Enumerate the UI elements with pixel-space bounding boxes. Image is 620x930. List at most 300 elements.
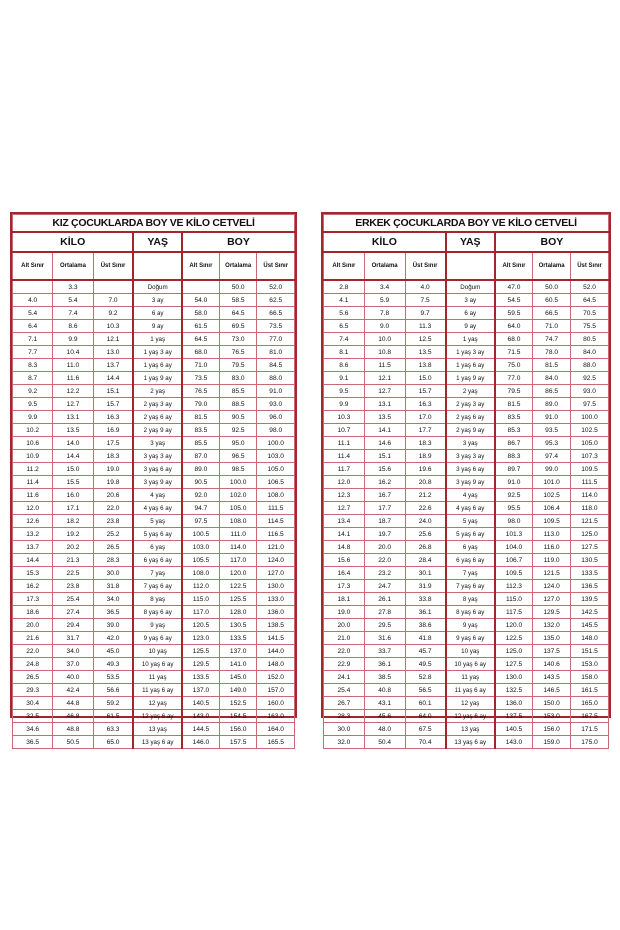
kilo-ortalama-cell: 37.0 bbox=[53, 658, 93, 671]
kilo-alt-cell: 18.6 bbox=[13, 606, 53, 619]
kilo-alt-cell: 32.0 bbox=[324, 736, 365, 749]
boy-alt-cell: 94.7 bbox=[182, 502, 220, 515]
age-cell: 10 yaş 6 ay bbox=[446, 658, 495, 671]
boy-ortalama-cell: 102.5 bbox=[533, 489, 571, 502]
kilo-ust-cell: 15.7 bbox=[405, 385, 446, 398]
boy-ortalama-cell: 130.5 bbox=[219, 619, 257, 632]
boy-alt-cell: 81.5 bbox=[182, 411, 220, 424]
boy-alt-cell: 137.5 bbox=[495, 710, 533, 723]
age-cell: 2 yaş bbox=[446, 385, 495, 398]
boy-alt-cell: 89.7 bbox=[495, 463, 533, 476]
boy-alt-cell: 106.7 bbox=[495, 554, 533, 567]
kilo-alt-cell: 5.4 bbox=[13, 307, 53, 320]
kilo-ust-cell: 28.3 bbox=[93, 554, 133, 567]
kilo-ust-cell: 20.8 bbox=[405, 476, 446, 489]
boy-alt-cell: 115.0 bbox=[182, 593, 220, 606]
kilo-ortalama-cell: 13.5 bbox=[364, 411, 405, 424]
boy-ortalama-cell: 122.5 bbox=[219, 580, 257, 593]
kilo-alt-cell: 4.1 bbox=[324, 294, 365, 307]
age-cell: 9 yaş 6 ay bbox=[446, 632, 495, 645]
kilo-ortalama-cell: 14.4 bbox=[53, 450, 93, 463]
kilo-alt-cell: 17.3 bbox=[324, 580, 365, 593]
kilo-ust-cell: 15.7 bbox=[93, 398, 133, 411]
table-row bbox=[324, 489, 609, 502]
kilo-alt-cell: 9.5 bbox=[13, 398, 53, 411]
boy-ust-cell: 164.0 bbox=[257, 723, 295, 736]
boy-ust-cell: 88.0 bbox=[257, 372, 295, 385]
kilo-ust-cell: 42.0 bbox=[93, 632, 133, 645]
table-row bbox=[13, 723, 295, 736]
boy-ortalama-cell: 98.5 bbox=[219, 463, 257, 476]
kilo-alt-cell: 10.6 bbox=[13, 437, 53, 450]
table-row bbox=[324, 736, 609, 749]
boy-ust-cell: 109.5 bbox=[571, 463, 609, 476]
age-cell: 4 yaş bbox=[133, 489, 182, 502]
boys-boy-ortalama-header: Ortalama bbox=[533, 252, 571, 280]
boy-alt-cell: 64.0 bbox=[495, 320, 533, 333]
boy-ortalama-cell: 100.0 bbox=[219, 476, 257, 489]
boy-ortalama-cell: 132.0 bbox=[533, 619, 571, 632]
age-cell: 1 yaş 3 ay bbox=[446, 346, 495, 359]
boy-ust-cell: 124.0 bbox=[257, 554, 295, 567]
age-cell: 13 yaş 6 ay bbox=[133, 736, 182, 749]
table-row bbox=[13, 307, 295, 320]
table-row bbox=[324, 710, 609, 723]
boy-alt-cell: 58.0 bbox=[182, 307, 220, 320]
kilo-ortalama-cell: 19.7 bbox=[364, 528, 405, 541]
kilo-ortalama-cell: 38.5 bbox=[364, 671, 405, 684]
girls-boy-alt-header: Alt Sınır bbox=[182, 252, 220, 280]
kilo-ortalama-cell: 13.1 bbox=[53, 411, 93, 424]
kilo-ust-cell: 53.5 bbox=[93, 671, 133, 684]
table-row bbox=[13, 333, 295, 346]
boy-alt-cell: 86.7 bbox=[495, 437, 533, 450]
age-cell: 3 ay bbox=[446, 294, 495, 307]
boy-ortalama-cell: 121.5 bbox=[533, 567, 571, 580]
boy-ortalama-cell: 84.0 bbox=[533, 372, 571, 385]
kilo-alt-cell: 26.5 bbox=[13, 671, 53, 684]
kilo-alt-cell: 7.1 bbox=[13, 333, 53, 346]
boy-alt-cell: 117.0 bbox=[182, 606, 220, 619]
boy-alt-cell: 59.5 bbox=[495, 307, 533, 320]
boys-boy-ust-header: Üst Sınır bbox=[571, 252, 609, 280]
table-row bbox=[324, 346, 609, 359]
boy-ortalama-cell: 64.5 bbox=[219, 307, 257, 320]
boy-ust-cell: 98.0 bbox=[257, 424, 295, 437]
kilo-ust-cell: 13.0 bbox=[93, 346, 133, 359]
kilo-alt-cell: 14.4 bbox=[13, 554, 53, 567]
table-row bbox=[324, 398, 609, 411]
kilo-ust-cell: 63.3 bbox=[93, 723, 133, 736]
kilo-ortalama-cell: 3.3 bbox=[53, 280, 93, 294]
table-row bbox=[13, 346, 295, 359]
kilo-alt-cell: 36.5 bbox=[13, 736, 53, 749]
boy-ortalama-cell: 71.0 bbox=[533, 320, 571, 333]
boy-ust-cell: 136.0 bbox=[257, 606, 295, 619]
kilo-ortalama-cell: 15.5 bbox=[53, 476, 93, 489]
boy-ortalama-cell: 128.0 bbox=[219, 606, 257, 619]
kilo-alt-cell: 28.3 bbox=[324, 710, 365, 723]
age-cell: 3 ay bbox=[133, 294, 182, 307]
kilo-ust-cell: 21.2 bbox=[405, 489, 446, 502]
kilo-alt-cell: 2.8 bbox=[324, 280, 365, 294]
boy-alt-cell: 125.5 bbox=[182, 645, 220, 658]
kilo-ust-cell: 13.5 bbox=[405, 346, 446, 359]
age-cell: 11 yaş 6 ay bbox=[133, 684, 182, 697]
boy-ortalama-cell: 125.5 bbox=[219, 593, 257, 606]
boy-ortalama-cell: 93.5 bbox=[533, 424, 571, 437]
boy-ust-cell: 106.5 bbox=[257, 476, 295, 489]
boy-alt-cell: 88.3 bbox=[495, 450, 533, 463]
kilo-ortalama-cell: 14.1 bbox=[364, 424, 405, 437]
kilo-alt-cell: 9.9 bbox=[324, 398, 365, 411]
girls-table-title: KIZ ÇOCUKLARDA BOY VE KİLO CETVELİ bbox=[13, 215, 295, 233]
kilo-alt-cell: 22.9 bbox=[324, 658, 365, 671]
boy-ust-cell: 118.0 bbox=[571, 502, 609, 515]
boy-ortalama-cell: 157.5 bbox=[219, 736, 257, 749]
boy-alt-cell bbox=[182, 280, 220, 294]
age-cell: 1 yaş 6 ay bbox=[133, 359, 182, 372]
age-cell: 6 yaş bbox=[446, 541, 495, 554]
table-row bbox=[13, 372, 295, 385]
age-cell: 11 yaş bbox=[446, 671, 495, 684]
age-cell: 11 yaş bbox=[133, 671, 182, 684]
boy-ust-cell: 141.5 bbox=[257, 632, 295, 645]
kilo-alt-cell: 9.1 bbox=[324, 372, 365, 385]
age-cell: 8 yaş 6 ay bbox=[133, 606, 182, 619]
boy-alt-cell: 91.0 bbox=[495, 476, 533, 489]
kilo-ortalama-cell: 29.4 bbox=[53, 619, 93, 632]
kilo-ust-cell: 52.8 bbox=[405, 671, 446, 684]
boy-ortalama-cell: 153.0 bbox=[533, 710, 571, 723]
table-row bbox=[324, 450, 609, 463]
kilo-alt-cell: 12.0 bbox=[324, 476, 365, 489]
table-row bbox=[13, 606, 295, 619]
boy-ortalama-cell: 60.5 bbox=[533, 294, 571, 307]
age-cell: 6 ay bbox=[446, 307, 495, 320]
kilo-alt-cell: 12.3 bbox=[324, 489, 365, 502]
boy-alt-cell: 85.3 bbox=[495, 424, 533, 437]
table-row bbox=[13, 476, 295, 489]
boy-alt-cell: 77.0 bbox=[495, 372, 533, 385]
kilo-ortalama-cell: 12.7 bbox=[364, 385, 405, 398]
boy-alt-cell: 79.0 bbox=[182, 398, 220, 411]
kilo-alt-cell: 22.0 bbox=[13, 645, 53, 658]
boy-alt-cell: 75.0 bbox=[495, 359, 533, 372]
boy-ortalama-cell: 85.5 bbox=[219, 385, 257, 398]
kilo-ortalama-cell: 21.3 bbox=[53, 554, 93, 567]
kilo-ortalama-cell: 8.6 bbox=[53, 320, 93, 333]
kilo-ortalama-cell: 50.4 bbox=[364, 736, 405, 749]
boy-ust-cell: 133.0 bbox=[257, 593, 295, 606]
boy-alt-cell: 97.5 bbox=[182, 515, 220, 528]
boy-ust-cell: 153.0 bbox=[571, 658, 609, 671]
kilo-ust-cell: 36.5 bbox=[93, 606, 133, 619]
boy-ust-cell: 152.0 bbox=[257, 671, 295, 684]
boy-ust-cell: 138.5 bbox=[257, 619, 295, 632]
kilo-ortalama-cell: 9.9 bbox=[53, 333, 93, 346]
kilo-alt-cell: 14.1 bbox=[324, 528, 365, 541]
table-row bbox=[324, 658, 609, 671]
kilo-ortalama-cell: 15.0 bbox=[53, 463, 93, 476]
boy-ortalama-cell: 116.0 bbox=[533, 541, 571, 554]
boy-ortalama-cell: 145.0 bbox=[219, 671, 257, 684]
boys-boy-alt-header: Alt Sınır bbox=[495, 252, 533, 280]
boy-ust-cell: 91.0 bbox=[257, 385, 295, 398]
age-cell: 6 yaş 6 ay bbox=[446, 554, 495, 567]
kilo-ust-cell: 19.6 bbox=[405, 463, 446, 476]
boy-ortalama-cell: 92.5 bbox=[219, 424, 257, 437]
kilo-alt-cell: 29.3 bbox=[13, 684, 53, 697]
boy-alt-cell: 120.5 bbox=[182, 619, 220, 632]
boy-ortalama-cell: 111.0 bbox=[219, 528, 257, 541]
table-row bbox=[324, 619, 609, 632]
kilo-alt-cell: 17.3 bbox=[13, 593, 53, 606]
table-row bbox=[13, 280, 295, 294]
boy-alt-cell: 112.0 bbox=[182, 580, 220, 593]
kilo-ortalama-cell: 50.5 bbox=[53, 736, 93, 749]
age-cell: 13 yaş bbox=[133, 723, 182, 736]
age-cell: 12 yaş 6 ay bbox=[446, 710, 495, 723]
boy-ust-cell: 88.0 bbox=[571, 359, 609, 372]
age-cell: 9 ay bbox=[133, 320, 182, 333]
kilo-alt-cell: 21.6 bbox=[13, 632, 53, 645]
kilo-ortalama-cell: 12.1 bbox=[364, 372, 405, 385]
boy-ortalama-cell: 79.5 bbox=[219, 359, 257, 372]
kilo-ust-cell: 23.8 bbox=[93, 515, 133, 528]
boy-ust-cell: 127.0 bbox=[257, 567, 295, 580]
kilo-ust-cell: 13.8 bbox=[405, 359, 446, 372]
kilo-alt-cell: 30.4 bbox=[13, 697, 53, 710]
kilo-ust-cell: 49.3 bbox=[93, 658, 133, 671]
boy-ortalama-cell: 95.0 bbox=[219, 437, 257, 450]
kilo-alt-cell: 5.6 bbox=[324, 307, 365, 320]
boy-ust-cell: 148.0 bbox=[257, 658, 295, 671]
boy-ust-cell: 52.0 bbox=[571, 280, 609, 294]
table-row bbox=[324, 541, 609, 554]
boy-alt-cell: 123.0 bbox=[182, 632, 220, 645]
kilo-ortalama-cell: 20.0 bbox=[364, 541, 405, 554]
kilo-ortalama-cell: 36.1 bbox=[364, 658, 405, 671]
boy-ortalama-cell: 89.0 bbox=[533, 398, 571, 411]
kilo-ust-cell: 19.0 bbox=[93, 463, 133, 476]
table-row bbox=[13, 502, 295, 515]
boy-ortalama-cell: 58.5 bbox=[219, 294, 257, 307]
boy-ortalama-cell: 69.5 bbox=[219, 320, 257, 333]
age-cell: 8 yaş bbox=[446, 593, 495, 606]
kilo-alt-cell: 12.7 bbox=[324, 502, 365, 515]
kilo-alt-cell: 11.2 bbox=[13, 463, 53, 476]
boy-ust-cell: 75.5 bbox=[571, 320, 609, 333]
age-cell: 8 yaş bbox=[133, 593, 182, 606]
boy-ust-cell: 114.0 bbox=[571, 489, 609, 502]
kilo-ortalama-cell: 12.2 bbox=[53, 385, 93, 398]
kilo-ust-cell: 26.8 bbox=[405, 541, 446, 554]
age-cell: 4 yaş bbox=[446, 489, 495, 502]
kilo-alt-cell: 4.0 bbox=[13, 294, 53, 307]
boy-alt-cell: 54.5 bbox=[495, 294, 533, 307]
kilo-ortalama-cell: 18.7 bbox=[364, 515, 405, 528]
table-row bbox=[13, 736, 295, 749]
kilo-ortalama-cell: 5.4 bbox=[53, 294, 93, 307]
boy-alt-cell: 64.5 bbox=[182, 333, 220, 346]
boy-ortalama-cell: 101.0 bbox=[533, 476, 571, 489]
kilo-ust-cell: 60.1 bbox=[405, 697, 446, 710]
kilo-ust-cell: 18.3 bbox=[93, 450, 133, 463]
kilo-ortalama-cell: 15.6 bbox=[364, 463, 405, 476]
kilo-ortalama-cell: 18.2 bbox=[53, 515, 93, 528]
kilo-ortalama-cell: 27.4 bbox=[53, 606, 93, 619]
age-cell: 12 yaş bbox=[133, 697, 182, 710]
kilo-alt-cell: 20.0 bbox=[324, 619, 365, 632]
age-cell: 1 yaş bbox=[446, 333, 495, 346]
kilo-ortalama-cell: 13.5 bbox=[53, 424, 93, 437]
boy-ortalama-cell: 150.0 bbox=[533, 697, 571, 710]
boy-ortalama-cell: 50.0 bbox=[219, 280, 257, 294]
boy-ust-cell: 142.5 bbox=[571, 606, 609, 619]
kilo-ortalama-cell: 11.5 bbox=[364, 359, 405, 372]
table-row bbox=[13, 554, 295, 567]
boy-alt-cell: 87.0 bbox=[182, 450, 220, 463]
boy-ortalama-cell: 66.5 bbox=[533, 307, 571, 320]
boy-alt-cell: 100.5 bbox=[182, 528, 220, 541]
boy-ortalama-cell: 137.0 bbox=[219, 645, 257, 658]
table-row bbox=[324, 463, 609, 476]
boy-ortalama-cell: 127.0 bbox=[533, 593, 571, 606]
kilo-ortalama-cell: 10.8 bbox=[364, 346, 405, 359]
boy-alt-cell: 92.0 bbox=[182, 489, 220, 502]
table-row bbox=[324, 593, 609, 606]
boys-table bbox=[323, 214, 609, 749]
boy-ortalama-cell: 90.5 bbox=[219, 411, 257, 424]
boy-alt-cell: 101.3 bbox=[495, 528, 533, 541]
kilo-ortalama-cell: 44.8 bbox=[53, 697, 93, 710]
boy-ust-cell: 62.5 bbox=[257, 294, 295, 307]
kilo-ortalama-cell: 10.0 bbox=[364, 333, 405, 346]
kilo-alt-cell: 12.6 bbox=[13, 515, 53, 528]
kilo-ust-cell: 12.1 bbox=[93, 333, 133, 346]
kilo-alt-cell: 11.1 bbox=[324, 437, 365, 450]
age-cell: 10 yaş 6 ay bbox=[133, 658, 182, 671]
girls-boy-ust-header: Üst Sınır bbox=[257, 252, 295, 280]
kilo-ust-cell: 9.7 bbox=[405, 307, 446, 320]
age-cell: 9 yaş 6 ay bbox=[133, 632, 182, 645]
table-row bbox=[13, 593, 295, 606]
age-cell: 5 yaş 6 ay bbox=[446, 528, 495, 541]
boy-ortalama-cell: 124.0 bbox=[533, 580, 571, 593]
boy-ortalama-cell: 102.0 bbox=[219, 489, 257, 502]
table-row bbox=[13, 385, 295, 398]
boy-alt-cell: 92.5 bbox=[495, 489, 533, 502]
age-cell: 2 yaş 9 ay bbox=[133, 424, 182, 437]
table-row bbox=[324, 294, 609, 307]
kilo-ortalama-cell: 19.2 bbox=[53, 528, 93, 541]
boy-ortalama-cell: 95.3 bbox=[533, 437, 571, 450]
girls-chart bbox=[10, 212, 297, 746]
boy-ust-cell: 127.5 bbox=[571, 541, 609, 554]
kilo-ortalama-cell: 31.6 bbox=[364, 632, 405, 645]
boy-alt-cell: 125.0 bbox=[495, 645, 533, 658]
age-cell: 5 yaş bbox=[133, 515, 182, 528]
boy-ust-cell: 84.0 bbox=[571, 346, 609, 359]
boy-ust-cell: 100.0 bbox=[257, 437, 295, 450]
age-cell: 1 yaş 9 ay bbox=[446, 372, 495, 385]
kilo-ust-cell bbox=[93, 280, 133, 294]
kilo-ust-cell: 16.9 bbox=[93, 424, 133, 437]
boy-ortalama-cell: 149.0 bbox=[219, 684, 257, 697]
boy-ortalama-cell: 88.5 bbox=[219, 398, 257, 411]
age-cell: 3 yaş 9 ay bbox=[133, 476, 182, 489]
kilo-alt-cell: 11.4 bbox=[13, 476, 53, 489]
kilo-ust-cell: 14.4 bbox=[93, 372, 133, 385]
kilo-ust-cell: 25.2 bbox=[93, 528, 133, 541]
kilo-ust-cell: 17.0 bbox=[405, 411, 446, 424]
kilo-alt-cell: 9.5 bbox=[324, 385, 365, 398]
boy-ust-cell: 77.0 bbox=[257, 333, 295, 346]
kilo-alt-cell: 8.1 bbox=[324, 346, 365, 359]
boy-ortalama-cell: 109.5 bbox=[533, 515, 571, 528]
boy-ust-cell: 158.0 bbox=[571, 671, 609, 684]
table-row bbox=[324, 645, 609, 658]
kilo-ust-cell: 28.4 bbox=[405, 554, 446, 567]
kilo-ortalama-cell: 22.5 bbox=[53, 567, 93, 580]
table-row bbox=[324, 697, 609, 710]
table-row bbox=[13, 450, 295, 463]
table-row bbox=[13, 489, 295, 502]
boys-kilo-header: KİLO bbox=[324, 232, 446, 252]
age-cell: 10 yaş bbox=[446, 645, 495, 658]
girls-boy-ortalama-header: Ortalama bbox=[219, 252, 257, 280]
kilo-ust-cell: 45.7 bbox=[405, 645, 446, 658]
age-cell: Doğum bbox=[133, 280, 182, 294]
kilo-ust-cell: 7.5 bbox=[405, 294, 446, 307]
age-cell: 1 yaş 9 ay bbox=[133, 372, 182, 385]
boy-ust-cell: 144.0 bbox=[257, 645, 295, 658]
kilo-ust-cell: 22.6 bbox=[405, 502, 446, 515]
boy-ust-cell: 80.5 bbox=[571, 333, 609, 346]
age-cell: 2 yaş 3 ay bbox=[446, 398, 495, 411]
age-cell: 13 yaş 6 ay bbox=[446, 736, 495, 749]
table-row bbox=[13, 697, 295, 710]
age-cell: 3 yaş 6 ay bbox=[446, 463, 495, 476]
age-cell: 9 yaş bbox=[133, 619, 182, 632]
boy-ortalama-cell: 146.5 bbox=[533, 684, 571, 697]
boy-alt-cell: 109.5 bbox=[495, 567, 533, 580]
table-row bbox=[324, 632, 609, 645]
age-cell: 12 yaş 6 ay bbox=[133, 710, 182, 723]
age-cell: 2 yaş 6 ay bbox=[446, 411, 495, 424]
kilo-ust-cell: 59.2 bbox=[93, 697, 133, 710]
age-cell: 4 yaş 6 ay bbox=[446, 502, 495, 515]
kilo-ortalama-cell: 27.8 bbox=[364, 606, 405, 619]
kilo-ortalama-cell: 33.7 bbox=[364, 645, 405, 658]
kilo-ortalama-cell: 23.2 bbox=[364, 567, 405, 580]
boy-ortalama-cell: 99.0 bbox=[533, 463, 571, 476]
kilo-alt-cell: 13.2 bbox=[13, 528, 53, 541]
kilo-ust-cell: 70.4 bbox=[405, 736, 446, 749]
boy-ust-cell: 111.5 bbox=[571, 476, 609, 489]
boy-alt-cell: 140.5 bbox=[182, 697, 220, 710]
boy-ortalama-cell: 119.0 bbox=[533, 554, 571, 567]
boy-alt-cell: 120.0 bbox=[495, 619, 533, 632]
boy-ust-cell: 165.5 bbox=[257, 736, 295, 749]
boy-alt-cell: 76.5 bbox=[182, 385, 220, 398]
kilo-alt-cell: 14.8 bbox=[324, 541, 365, 554]
age-cell: 13 yaş bbox=[446, 723, 495, 736]
boy-ust-cell: 97.5 bbox=[571, 398, 609, 411]
kilo-alt-cell: 8.7 bbox=[13, 372, 53, 385]
age-cell: 11 yaş 6 ay bbox=[446, 684, 495, 697]
